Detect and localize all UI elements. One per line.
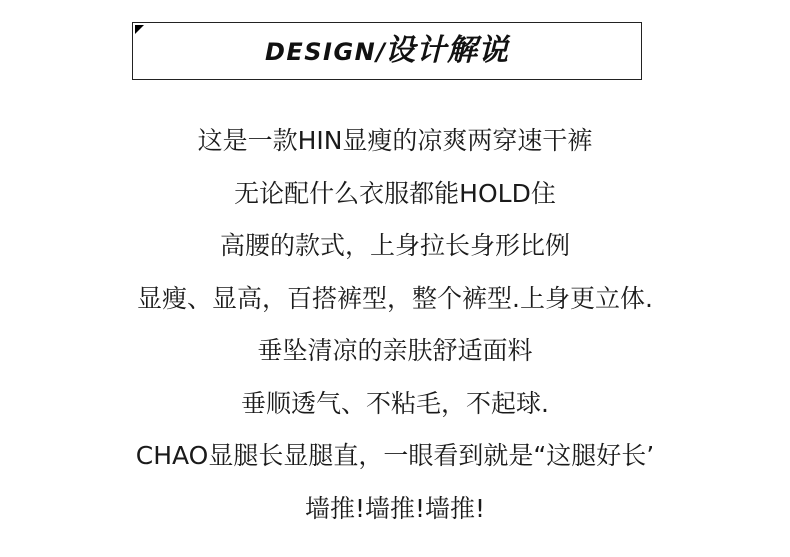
description-line: CHAO显腿长显腿直，一眼看到就是“这腿好长’ bbox=[135, 441, 655, 470]
description-line: 显瘦、显高，百搭裤型，整个裤型.上身更立体. bbox=[137, 283, 653, 313]
description-line: 垂坠清凉的亲肤舒适面料 bbox=[257, 336, 533, 365]
description-line: 这是一款HIN显瘦的凉爽两穿速干裤 bbox=[197, 126, 593, 155]
section-title-separator: / bbox=[376, 38, 386, 66]
description-line: 垂顺透气、不粘毛，不起球. bbox=[241, 388, 549, 418]
description-line: 高腰的款式，上身拉长身形比例 bbox=[219, 231, 570, 260]
design-description-list bbox=[0, 115, 790, 535]
description-line: 无论配什么衣服都能HOLD住 bbox=[234, 178, 556, 208]
section-title-chinese: 设计解说 bbox=[385, 33, 510, 68]
section-title-english: DESIGN bbox=[264, 38, 377, 66]
section-title-box bbox=[132, 22, 642, 80]
description-line: 墙推!墙推!墙推! bbox=[304, 493, 486, 523]
section-title bbox=[133, 31, 641, 75]
